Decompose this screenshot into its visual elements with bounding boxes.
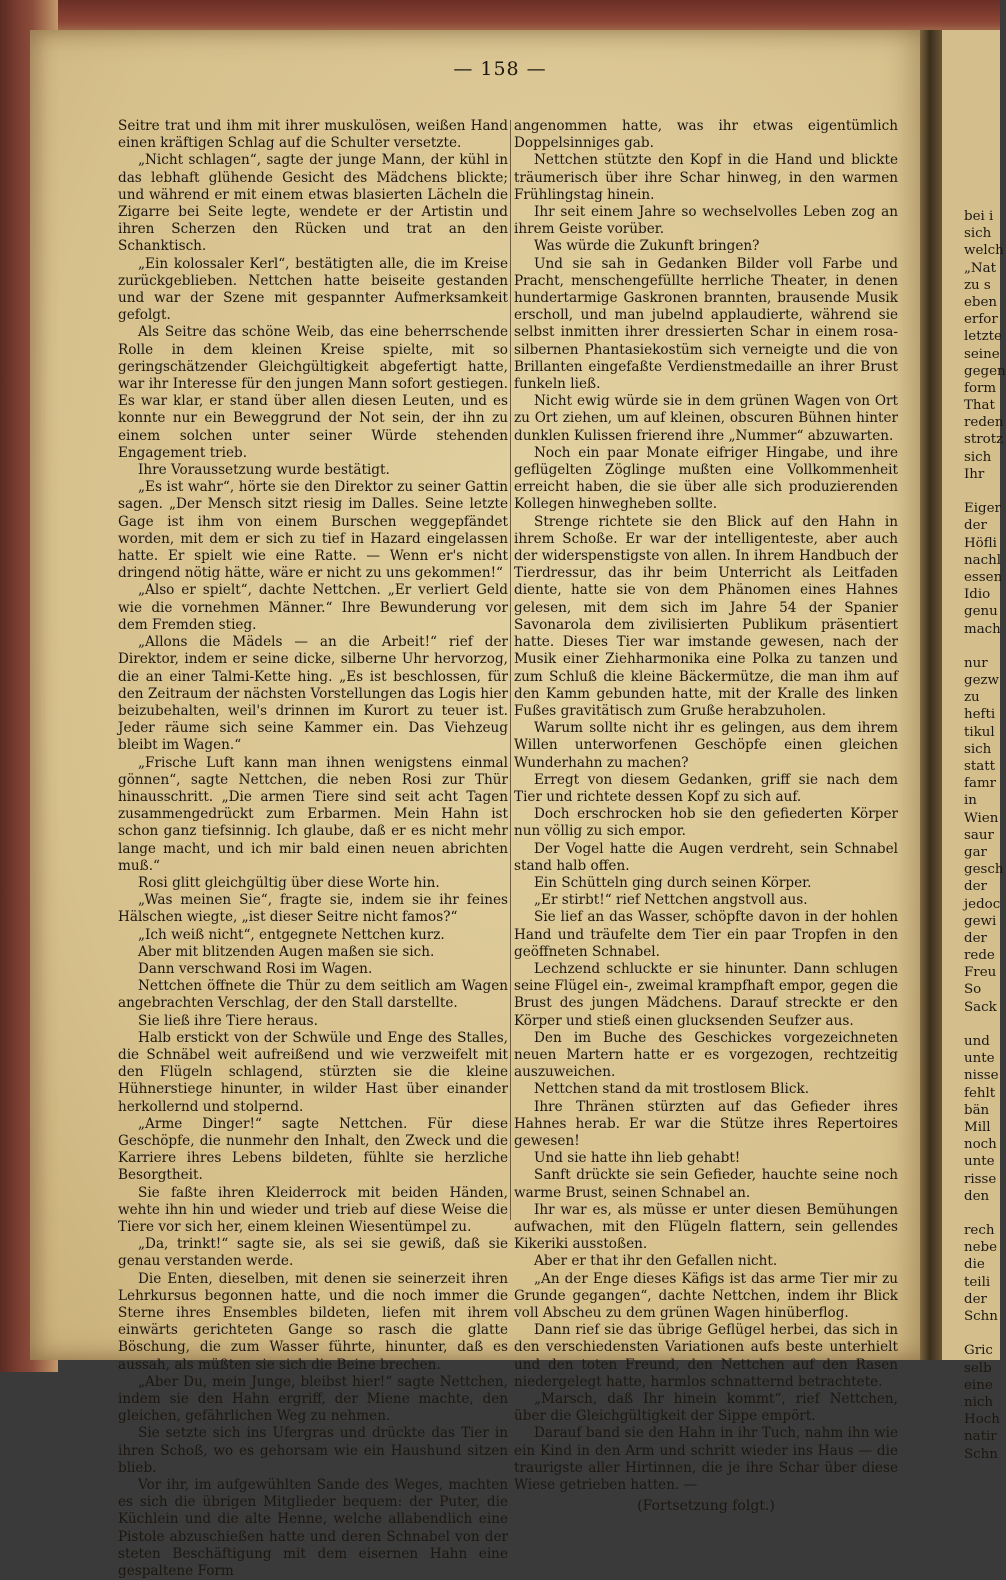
facing-page-line: natir xyxy=(964,1429,997,1445)
facing-page-line: nachl xyxy=(964,552,1002,568)
facing-page-line: Eiger xyxy=(964,501,1001,517)
facing-page-line: strotz xyxy=(964,432,1004,448)
paragraph: Ihre Voraussetzung wurde bestätigt. xyxy=(138,462,390,479)
paragraph: Nicht ewig würde sie in dem grünen Wagen von Ort zu Ort ziehen, um auf kleinen, obscuren Bühnen hinter dunklen Kulissen frierend ihre „Nummer“ abzuwarten. xyxy=(514,393,898,444)
facing-page-line: jedoc xyxy=(964,896,1001,912)
facing-page-line: fehlt xyxy=(964,1085,996,1101)
paragraph: Und sie hatte ihn lieb gehabt! xyxy=(534,1150,741,1167)
paragraph: Seitre trat und ihm mit ihrer muskulösen, weißen Hand einen kräftigen Schlag auf die Schulter versetzte. xyxy=(118,118,508,152)
facing-page-line: den xyxy=(964,1188,990,1204)
paragraph: Dann verschwand Rosi im Wagen. xyxy=(138,960,373,977)
paragraph: Was würde die Zukunft bringen? xyxy=(534,238,760,255)
facing-page-line: seine xyxy=(964,346,1000,362)
facing-page-line: sich xyxy=(964,741,992,757)
facing-page-fragment xyxy=(942,30,1006,1462)
facing-page-line: der xyxy=(964,879,987,895)
facing-page-line: teili xyxy=(964,1274,991,1290)
page-number: — 158 — xyxy=(453,58,547,80)
paragraph: Warum sollte nicht ihr es gelingen, aus dem ihrem Willen unterworfenen Geschöpfe einen gleichen Wunderhahn zu machen? xyxy=(514,720,898,771)
facing-page-line: risse xyxy=(964,1171,997,1187)
facing-page-line: selb xyxy=(964,1360,992,1376)
paragraph: Dann rief sie das übrige Geflügel herbei, das sich in den verschiedensten Variationen aufs beste unterhielt und den toten Freund, den Nettchen auf den Rasen niedergelegt hatte, harmlos schnatternd betrachtete. xyxy=(514,1322,898,1390)
facing-page-line: rede xyxy=(964,948,995,964)
facing-page-line: die xyxy=(964,1257,985,1273)
paragraph: Vor ihr, im aufgewühlten Sande des Weges, machten es sich die übrigen Mitglieder bequem: der Puter, die Küchlein und die alte Henne, welche allabendlich eine Pistole abzuschießen hatte und deren Schnabel von der steten Beschäftigung mit dem eisernen Hahn eine gespaltene Form xyxy=(118,1477,508,1580)
facing-page-line: und xyxy=(964,1034,990,1049)
paragraph: Sie faßte ihren Kleiderrock mit beiden Händen, wehte ihn hin und wieder und trieb auf diese Weise die Tiere vor sich her, einem kleinen Wiesentümpel zu. xyxy=(118,1184,508,1235)
facing-page-line: Freu xyxy=(964,965,997,981)
facing-page-line: gegen xyxy=(964,363,1006,379)
facing-page-line: zu xyxy=(964,690,980,706)
paragraph: „Aber Du, mein Junge, bleibst hier!“ sagte Nettchen, indem sie den Hahn ergriff, der Miene machte, den gleichen, gefährlichen Weg zu nehmen. xyxy=(118,1373,508,1425)
paragraph: „An der Enge dieses Käfigs ist das arme Tier mir zu Grunde gegangen“, dachte Nettchen, indem ihr Blick voll Abscheu zu dem grünen Wagen hinüberflog. xyxy=(514,1270,898,1322)
continuation-note: (Fortsetzung folgt.) xyxy=(637,1498,775,1515)
paragraph: „Ein kolossaler Kerl“, bestätigten alle, die im Kreise zurückgeblieben. Nettchen hatte beiseite gestanden und war der Szene mit gespannter Aufmerksamkeit gefolgt. xyxy=(118,255,508,324)
facing-page-line: Sack xyxy=(964,999,997,1015)
facing-page-line: genu xyxy=(964,604,998,620)
facing-page-line: hefti xyxy=(964,707,996,723)
paragraph: Sie ließ ihre Tiere heraus. xyxy=(138,1012,318,1029)
paragraph: Sie setzte sich ins Ufergras und drückte das Tier in ihren Schoß, wo es gehorsam wie ein Haushund sitzen blieb. xyxy=(118,1425,508,1476)
facing-page-line: statt xyxy=(964,759,995,774)
paragraph: Aber er that ihr den Gefallen nicht. xyxy=(534,1253,778,1270)
facing-page-line: gewi xyxy=(964,913,997,929)
paragraph: Darauf band sie den Hahn in ihr Tuch, nahm ihn wie ein Kind in den Arm und schritt wieder ins Haus — die traurigste aller Hirtinnen, die je ihre Schar über diese Wiese getrieben hatten. — xyxy=(514,1425,898,1494)
facing-page-line: gar xyxy=(964,844,987,860)
paragraph: „Allons die Mädels — an die Arbeit!“ rief der Direktor, indem er seine dicke, silberne Uhr hervorzog, die an einer Talmi-Kette hing. „Es ist beschlossen, für den Zeitraum der nächsten Vorstellungen das Logis hier beizubehalten, weil's drinnen im Kurort zu teuer ist. Jeder räume sich seine Kammer ein. Das Viehzeug bleibt im Wagen.“ xyxy=(118,634,508,754)
facing-page-line: Mill xyxy=(964,1119,991,1135)
facing-page-line: nebe xyxy=(964,1240,998,1256)
facing-page-line: sich xyxy=(964,226,992,242)
facing-page-line: So xyxy=(964,982,982,998)
facing-page-line: erfor xyxy=(964,312,998,328)
facing-page-line: essen xyxy=(964,569,1003,585)
paragraph: Ihre Thränen stürzten auf das Gefieder ihres Hahnes herab. Er war die Stütze ihres Repertoires gewesen! xyxy=(514,1098,898,1149)
paragraph: „Was meinen Sie“, fragte sie, indem sie ihr feines Hälschen wiegte, „ist dieser Seitre nicht famos?“ xyxy=(118,892,508,926)
facing-page-line: eben xyxy=(964,294,998,310)
paragraph: Halb erstickt von der Schwüle und Enge des Stalles, die Schnäbel weit aufreißend und wie verzweifelt mit den Flügeln schlagend, stürzten sie die kleine Hühnerstiege hinunter, in wilder Hast über einander herkollernd und stolpernd. xyxy=(118,1029,508,1115)
paragraph: Ihr war es, als müsse er unter diesen Bemühungen aufwachen, mit den Flügeln flattern, sein gellendes Kikeriki ausstoßen. xyxy=(514,1201,898,1253)
paragraph: „Frische Luft kann man ihnen wenigstens einmal gönnen“, sagte Nettchen, die neben Rosi zur Thür hinausschritt. „Die armen Tiere sind seit acht Tagen zusammengedrückt zum Erbarmen. Mein Hahn ist schon ganz tiefsinnig. Ich glaube, daß er es nicht mehr lange macht, und ich mir bald einen neuen abrichten muß.“ xyxy=(118,754,508,874)
facing-page-line xyxy=(964,1325,1006,1342)
facing-page-line: unte xyxy=(964,1154,995,1170)
paragraph: „Marsch, daß Ihr hinein kommt“, rief Nettchen, über die Gleichgültigkeit der Sippe empört. xyxy=(514,1391,898,1425)
facing-page-line: bei i xyxy=(964,209,994,224)
paragraph: Ihr seit einem Jahre so wechselvolles Leben zog an ihrem Geiste vorüber. xyxy=(514,204,898,238)
paragraph: Noch ein paar Monate eifriger Hingabe, und ihre geflügelten Zöglinge mußten eine Vollkommenheit erreicht haben, die sie über alle sich produzierenden Kollegen hinwegheben sollte. xyxy=(514,444,898,513)
facing-page-line: form xyxy=(964,380,997,396)
facing-page-line: unte xyxy=(964,1051,995,1067)
facing-page-line xyxy=(964,483,1006,500)
facing-page-line: sich xyxy=(964,449,992,465)
facing-page-line: letzte xyxy=(964,329,1002,345)
facing-page-line: famr xyxy=(964,776,997,792)
facing-page-line: gezw xyxy=(964,673,1000,689)
paragraph: „Da, trinkt!“ sagte sie, als sei sie gewiß, daß sie genau verstanden werde. xyxy=(118,1236,508,1270)
paragraph: „Es ist wahr“, hörte sie den Direktor zu seiner Gattin sagen. „Der Mensch sitzt riesig im Dalles. Seine letzte Gage ist ihm von einem Burschen weggepfändet worden, mit dem er sich zu tief in Hazard eingelassen hatte. Er spielt wie eine Ratte. — Wenn er's nicht dringend nötig hätte, wäre er nicht zu uns gekommen!“ xyxy=(118,479,508,582)
facing-page-line: eine xyxy=(964,1377,993,1393)
paragraph: „Also er spielt“, dachte Nettchen. „Er verliert Geld wie die vornehmen Männer.“ Ihre Bewunderung vor dem Fremden stieg. xyxy=(118,582,508,633)
facing-page-line: Hoch xyxy=(964,1412,1000,1428)
facing-page-line xyxy=(964,1205,1006,1222)
paragraph: Erregt von diesem Gedanken, griff sie nach dem Tier und richtete dessen Kopf zu sich auf. xyxy=(514,771,898,805)
paragraph: „Arme Dinger!“ sagte Nettchen. Für diese Geschöpfe, die nunmehr den Inhalt, den Zweck und die Karriere ihres Lebens bildeten, fühlte sie herzliche Besorgtheit. xyxy=(118,1115,508,1184)
facing-page-line: Wien xyxy=(964,810,999,826)
facing-page-line: saur xyxy=(964,827,994,843)
facing-page-line: „Nat xyxy=(964,260,997,276)
facing-page-line: Gric xyxy=(964,1343,993,1359)
facing-page-line: rech xyxy=(964,1223,995,1239)
facing-page-line: gesch xyxy=(964,862,1004,878)
paragraph: Doch erschrocken hob sie den gefiederten Körper nun völlig zu sich empor. xyxy=(514,806,898,840)
facing-page-line: nisse xyxy=(964,1068,999,1084)
facing-page-line: noch xyxy=(964,1137,997,1153)
paragraph: Der Vogel hatte die Augen verdreht, sein Schnabel stand halb offen. xyxy=(514,840,898,874)
paragraph: Und sie sah in Gedanken Bilder voll Farbe und Pracht, menschengefüllte herrliche Theater, in denen hundertarmige Gaskronen brannten, brausende Musik erscholl, und man jubelnd applaudierte, während sie selbst inmitten ihrer dressierten Schar in einem rosa-silbernen Phantasiekostüm sich verneigte und die von Brillanten eingefaßte Verdienstmedaille an ihrer Brust funkeln ließ. xyxy=(514,255,898,393)
facing-page-line: welch xyxy=(964,243,1004,259)
paragraph: „Er stirbt!“ rief Nettchen angstvoll aus. xyxy=(534,892,808,909)
paragraph: Nettchen stützte den Kopf in die Hand und blickte träumerisch über ihre Schar hinweg, in den warmen Frühlingstag hinein. xyxy=(514,152,898,203)
facing-page-line: der xyxy=(964,518,987,534)
paragraph: Als Seitre das schöne Weib, das eine beherrschende Rolle in dem kleinen Kreise spielte, mit so geringschätzender Gleichgültigkeit abgefertigt hatte, war ihr Interesse für den jungen Mann sofort gestiegen. Es war klar, er stand über allen diesen Leuten, und es konnte nur ein Beweggrund der Not sein, der ihn zu einem solchen unter seiner Würde stehenden Engagement trieb. xyxy=(118,324,508,461)
facing-page-line: nich xyxy=(964,1394,994,1410)
facing-page-line: in xyxy=(964,793,977,809)
column-divider xyxy=(510,120,511,1220)
facing-page-line: Ihr xyxy=(964,466,985,482)
facing-page-line xyxy=(964,638,1006,655)
book-gutter xyxy=(920,30,942,1360)
facing-page-line xyxy=(964,1016,1006,1033)
paragraph: Strenge richtete sie den Blick auf den Hahn in ihrem Schoße. Er war der intelligenteste, aber auch der widerspenstigste von allen. In ihrem Handbuch der Tierdressur, das ihr beim Unterricht als Leitfaden diente, hatte sie von dem Phänomen eines Hahnes gelesen, mit dem sich im Jahre 54 der Spanier Savonarola dem zivilisierten Publikum präsentiert hatte. Dieses Tier war imstande gewesen, nach der Musik einer Ziehharmonika eine Polka zu tanzen und zum Schluß die kleine Bäckermütze, die man ihm auf den Kamm gebunden hatte, mit der Kralle des linken Fußes gravitätisch zum Gruße herabzuholen. xyxy=(514,513,898,719)
paragraph: Sanft drückte sie sein Gefieder, hauchte seine noch warme Brust, seinen Schnabel an. xyxy=(514,1167,898,1201)
paragraph: Nettchen öffnete die Thür zu dem seitlich am Wagen angebrachten Verschlag, der den Stall darstellte. xyxy=(118,978,508,1012)
facing-page-line: der xyxy=(964,930,987,946)
paragraph: Ein Schütteln ging durch seinen Körper. xyxy=(534,874,812,891)
facing-page-line: Höfli xyxy=(964,535,997,551)
text-column-right xyxy=(514,118,898,1515)
facing-page-line: Idio xyxy=(964,587,991,603)
facing-page-line: reden xyxy=(964,415,1004,431)
facing-page-line: Schn xyxy=(964,1446,998,1462)
paragraph: Aber mit blitzenden Augen maßen sie sich. xyxy=(138,943,435,960)
paragraph: Den im Buche des Geschickes vorgezeichneten neuen Martern hatte er es vorgezogen, rechtzeitig auszuweichen. xyxy=(514,1029,898,1081)
paragraph: Rosi glitt gleichgültig über diese Worte hin. xyxy=(138,874,440,891)
facing-page-line: nur xyxy=(964,655,988,671)
facing-page-line: mach xyxy=(964,621,1001,637)
facing-page-text xyxy=(964,208,1006,1463)
facing-page-line: That xyxy=(964,398,995,414)
paragraph: „Ich weiß nicht“, entgegnete Nettchen kurz. xyxy=(138,926,445,943)
paragraph: angenommen hatte, was ihr etwas eigentümlich Doppelsinniges gab. xyxy=(514,118,898,152)
paragraph: Nettchen stand da mit trostlosem Blick. xyxy=(534,1081,810,1098)
facing-page-line: zu s xyxy=(964,277,991,293)
paragraph: Die Enten, dieselben, mit denen sie seinerzeit ihren Lehrkursus begonnen hatte, und die noch immer die Sterne ihres Ensembles bildeten, liefen mit ihrem einwärts gerichteten Gange so rasch die glatte Böschung, die zum Wasser führte, hinunter, daß es aussah, als müßten sie sich die Beine brechen. xyxy=(118,1270,508,1373)
facing-page-line: bän xyxy=(964,1102,990,1118)
paragraph: Sie lief an das Wasser, schöpfte davon in der hohlen Hand und träufelte dem Tier ein paar Tropfen in den geöffneten Schnabel. xyxy=(514,909,898,960)
text-column-left xyxy=(118,118,508,1580)
facing-page-line: tikul xyxy=(964,724,995,740)
facing-page-line: der xyxy=(964,1291,987,1307)
paragraph: „Nicht schlagen“, sagte der junge Mann, der kühl in das lebhaft glühende Gesicht des Mädchens blickte; und während er mit einem etwas blasierten Lächeln die Zigarre bei Seite legte, wendete er der Artistin und ihren Scherzen den Rücken und trat an den Schanktisch. xyxy=(118,152,508,255)
paragraph: Lechzend schluckte er sie hinunter. Dann schlugen seine Flügel ein-, zweimal krampfhaft empor, gegen die Brust des jungen Mädchens. Darauf streckte er den Körper und stieß einen glucksenden Seufzer aus. xyxy=(514,960,898,1029)
facing-page-line: Schn xyxy=(964,1309,998,1324)
